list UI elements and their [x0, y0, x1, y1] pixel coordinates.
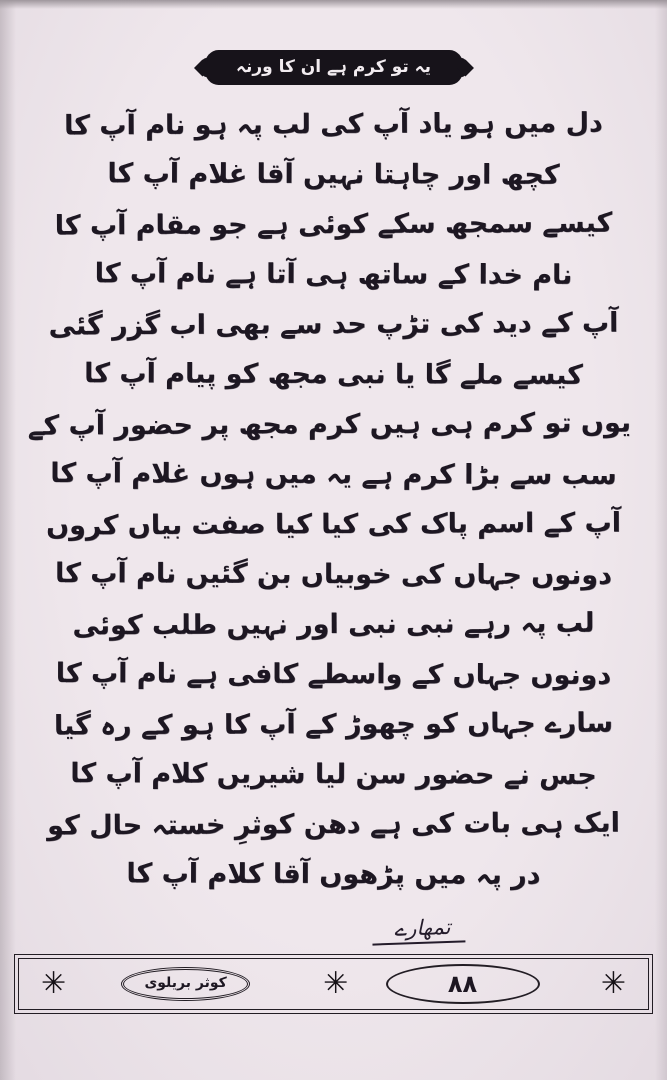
flower-asterisk-icon: ✳	[600, 966, 626, 1001]
verse-line: یوں تو کرم ہی ہیں کرم مجھ پر حضور آپ کے	[27, 407, 632, 442]
verse-line: آپ کے دید کی تڑپ حد سے بھی اب گزر گئی	[48, 307, 619, 342]
verse-line: سب سے بڑا کرم ہے یہ میں ہوں غلام آپ کا	[50, 458, 617, 491]
verse-line: کچھ اور چاہتا نہیں آقا غلام آپ کا	[107, 158, 560, 191]
page-number: ۸۸	[386, 964, 540, 1004]
verse-line: در پہ میں پڑھوں آقا کلام آپ کا	[126, 858, 541, 891]
verse-line: دونوں جہاں کی خوبیاں بن گئیں نام آپ کا	[54, 558, 613, 591]
handwritten-annotation: تمھارے	[372, 914, 465, 945]
flower-asterisk-icon: ✳	[323, 966, 349, 1001]
book-title: یہ تو کرم ہے ان کا ورنہ	[235, 57, 432, 77]
verse-line: ایک ہی بات کی ہے دھن کوثرِ خستہ حال کو	[47, 807, 620, 842]
verse-line: کیسے ملے گا یا نبی مجھ کو پیام آپ کا	[84, 358, 583, 391]
banner-ornament-left	[193, 59, 210, 76]
verse-line: آپ کے اسم پاک کی کیا کیا صفت بیاں کروں	[45, 507, 622, 542]
verse-line: جس نے حضور سن لیا شیریں کلام آپ کا	[70, 758, 597, 791]
verse-line: کیسے سمجھ سکے کوئی ہے جو مقام آپ کا	[54, 207, 613, 242]
book-title-banner	[206, 52, 461, 83]
flower-asterisk-icon: ✳	[41, 966, 67, 1001]
footer-strip	[18, 958, 649, 1010]
verse-line: لب پہ رہے نبی نبی اور نہیں طلب کوئی	[72, 607, 595, 642]
banner-ornament-right	[457, 59, 474, 76]
verse-line: دل میں ہو یاد آپ کی لب پہ ہو نام آپ کا	[64, 107, 603, 142]
verse-line: نام خدا کے ساتھ ہی آتا ہے نام آپ کا	[94, 258, 573, 291]
verse-line: سارے جہاں کو چھوڑ کے آپ کا ہو کے رہ گیا	[53, 707, 614, 742]
verse-line: دونوں جہاں کے واسطے کافی ہے نام آپ کا	[55, 658, 612, 691]
poem-body	[27, 100, 632, 900]
author-cartouche: کوثر بریلوی	[121, 967, 249, 1001]
